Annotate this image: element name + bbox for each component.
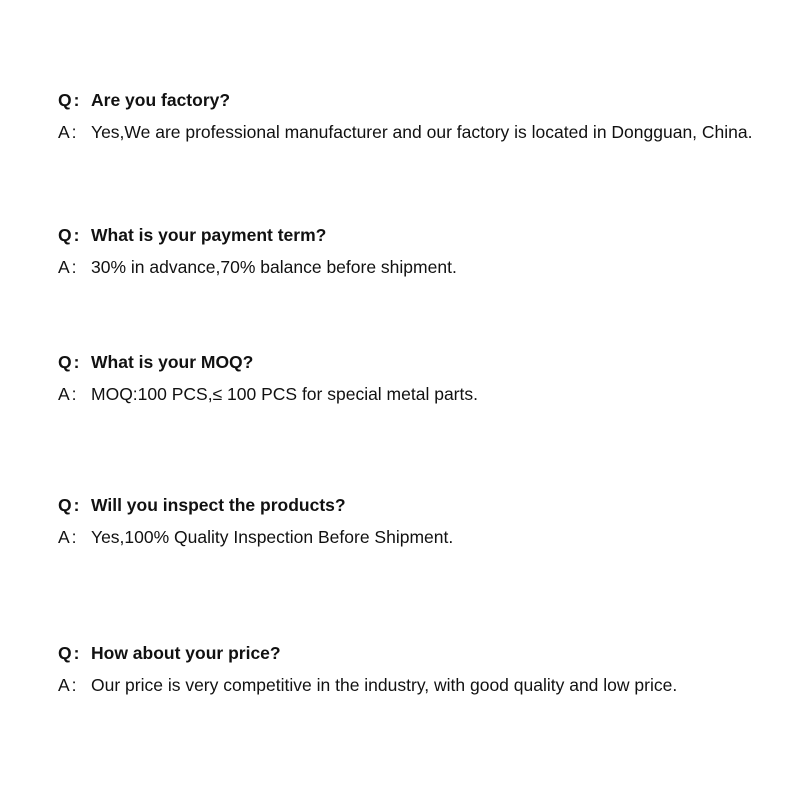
- answer-text: MOQ:100 PCS,≤ 100 PCS for special metal parts.: [91, 384, 478, 404]
- answer-text: Our price is very competitive in the industry, with good quality and low price.: [91, 675, 678, 695]
- question-line: [58, 219, 792, 251]
- answer-text: Yes,100% Quality Inspection Before Shipment.: [91, 527, 454, 547]
- answer-line: [58, 251, 792, 283]
- question-line: [58, 637, 792, 669]
- question-line: [58, 346, 792, 378]
- answer-text: Yes,We are professional manufacturer and our factory is located in Dongguan, China.: [91, 122, 753, 142]
- question-label: Q:: [58, 90, 82, 110]
- answer-text: 30% in advance,70% balance before shipment.: [91, 257, 457, 277]
- answer-label: A:: [58, 675, 79, 695]
- faq-item: [58, 346, 792, 410]
- faq-item: [58, 84, 792, 148]
- question-line: [58, 489, 792, 521]
- answer-line: [58, 116, 792, 148]
- question-text: What is your MOQ?: [91, 352, 254, 372]
- question-text: How about your price?: [91, 643, 281, 663]
- question-text: Are you factory?: [91, 90, 231, 110]
- answer-line: [58, 378, 792, 410]
- question-text: Will you inspect the products?: [91, 495, 346, 515]
- answer-label: A:: [58, 384, 79, 404]
- question-line: [58, 84, 792, 116]
- answer-label: A:: [58, 122, 79, 142]
- question-label: Q:: [58, 352, 82, 372]
- question-label: Q:: [58, 495, 82, 515]
- faq-item: [58, 489, 792, 553]
- answer-line: [58, 521, 792, 553]
- question-text: What is your payment term?: [91, 225, 327, 245]
- answer-label: A:: [58, 257, 79, 277]
- question-label: Q:: [58, 643, 82, 663]
- question-label: Q:: [58, 225, 82, 245]
- faq-item: [58, 219, 792, 283]
- answer-line: [58, 669, 792, 701]
- answer-label: A:: [58, 527, 79, 547]
- faq-item: [58, 637, 792, 701]
